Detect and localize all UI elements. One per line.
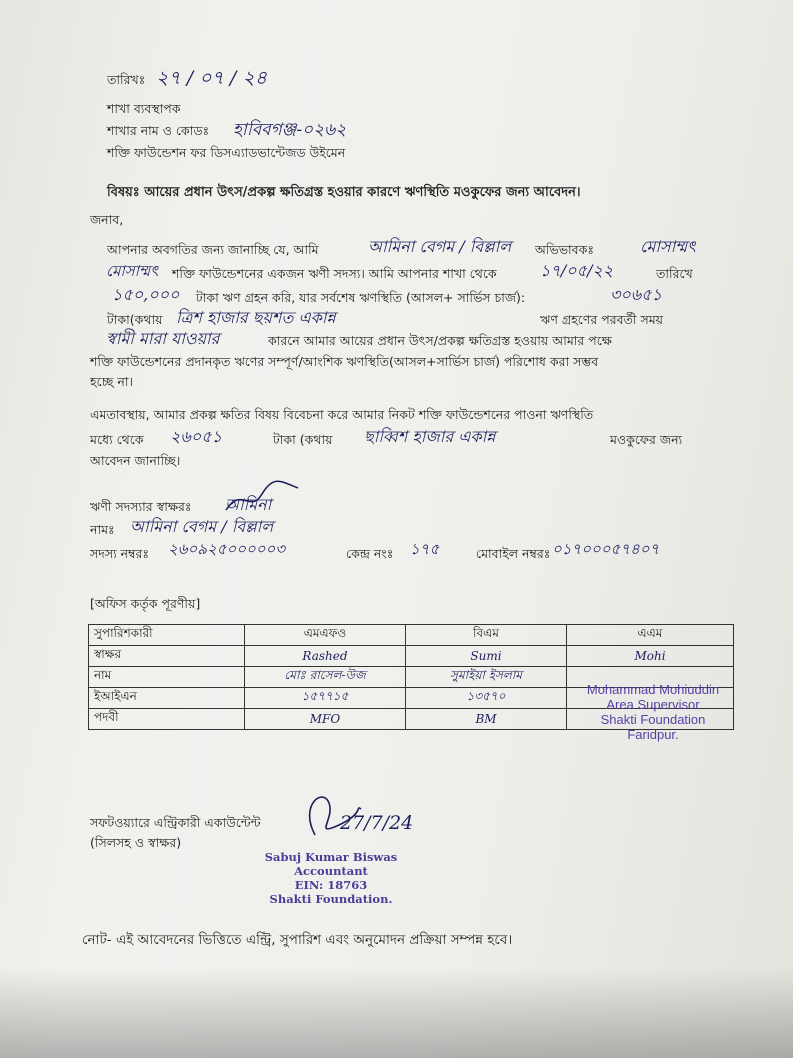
name-value: আমিনা বেগম / বিল্লাল — [130, 517, 274, 536]
guardian-cont: মোসাম্মৎ — [106, 262, 159, 280]
p2-text-b: মধ্যে থেকে — [90, 432, 144, 447]
table-cell: ১৩৫৭০ — [406, 688, 567, 709]
balance-words-handwritten: ত্রিশ হাজার ছয়শত একান্ন — [176, 308, 336, 327]
table-row — [89, 646, 734, 667]
signature-label: ঋণী সদস্যার স্বাক্ষরঃ — [90, 499, 192, 514]
mobile-label: মোবাইল নম্বরঃ — [476, 546, 551, 561]
area-supervisor-stamp — [570, 682, 736, 742]
guardian-handwritten: মোসাম্মৎ — [640, 237, 696, 256]
accountant-stamp — [246, 850, 416, 906]
table-cell: Rashed — [245, 646, 406, 667]
accountant-label: সফটওয়্যারে এন্ট্রিকারী একাউন্টেন্ট — [90, 815, 261, 830]
footer-note: নোট- এই আবেদনের ভিত্তিতে এন্ট্রি, সুপারিশ এবং অনুমোদন প্রক্রিয়া সম্পন্ন হবে। — [82, 932, 513, 948]
org-line: শক্তি ফাউন্ডেশন ফর ডিসএ্যাডভান্টেজড উইমেন — [107, 145, 346, 160]
table-header-cell: সুপারিশকারী — [89, 625, 245, 646]
member-name-handwritten: আমিনা বেগম / বিল্লাল — [368, 237, 512, 256]
stamp-line: Mohammad Mohiuddin — [586, 682, 720, 697]
p1-text-i: শক্তি ফাউন্ডেশনের প্রদানকৃত ঋণের সম্পূর্ণ/আংশিক ঋণস্থিতি(আসল+সার্ভিস চার্জ) পরিশোধ করা সম্ভব — [90, 354, 599, 369]
p1-text-b: অভিভাবকঃ — [535, 242, 595, 257]
table-cell: স্বাক্ষর — [89, 646, 245, 667]
p1-text-e: টাকা ঋণ গ্রহন করি, যার সর্বশেষ ঋণস্থিতি (আসল+ সার্ভিস চার্জ): — [196, 290, 526, 305]
table-cell: পদবী — [89, 709, 245, 730]
waiver-amount-handwritten: ২৬০৫১ — [170, 427, 222, 446]
subject-line: বিষয়ঃ আয়ের প্রধান উৎস/প্রকল্প ক্ষতিগ্রস্ত হওয়ার কারণে ঋণস্থিতি মওকুফের জন্য আবেদন। — [107, 185, 581, 200]
reason-handwritten: স্বামী মারা যাওয়ার — [106, 329, 220, 348]
office-heading: [অফিস কর্তৃক পূরণীয়] — [90, 596, 201, 611]
center-label: কেন্দ্র নংঃ — [346, 546, 394, 561]
accountant-sign-date: 27/7/24 — [340, 812, 414, 834]
table-cell: ইআইএন — [89, 688, 245, 709]
stamp-line: Shakti Foundation — [600, 712, 706, 727]
stamp-line: Sabuj Kumar Biswas — [264, 850, 398, 864]
p1-text-j: হচ্ছে না। — [90, 374, 133, 389]
recipient-title: শাখা ব্যবস্থাপক — [107, 101, 181, 116]
name-label: নামঃ — [90, 522, 115, 537]
table-cell: ১৫৭৭১৫ — [245, 688, 406, 709]
stamp-line: EIN: 18763 — [294, 878, 368, 892]
stamp-line: Accountant — [294, 864, 368, 878]
date-value: ২৭ / ০৭ / ২৪ — [156, 67, 268, 89]
table-cell: সুমাইয়া ইসলাম — [406, 667, 567, 688]
loan-date-handwritten: ১৭/০৫/২২ — [540, 261, 614, 280]
stamp-line: Faridpur. — [627, 727, 679, 742]
p1-text-h: কারনে আমার আয়ের প্রধান উৎস/প্রকল্প ক্ষতিগ্রস্ত হওয়ায় আমার পক্ষে — [268, 333, 612, 348]
member-no-value: ২৬০৯২৫০০০০০৩ — [168, 540, 285, 558]
p2-text-a: এমতাবস্থায়, আমার প্রকল্প ক্ষতির বিষয় বিবেচনা করে আমার নিকট শক্তি ফাউন্ডেশনের পাওনা ঋণস্থিতি — [90, 407, 594, 422]
salutation: জনাব, — [90, 212, 124, 227]
center-value: ১৭৫ — [410, 540, 440, 558]
table-header-row — [89, 625, 734, 646]
table-header-cell: এএম — [567, 625, 734, 646]
p2-text-c: টাকা (কথায় — [273, 432, 333, 447]
table-cell: নাম — [89, 667, 245, 688]
stamp-line: Area Supervisor — [606, 697, 700, 712]
p1-text-g: ঋণ গ্রহণের পরবর্তী সময় — [540, 312, 664, 327]
p2-text-e: আবেদন জানাচ্ছি। — [90, 453, 181, 468]
waiver-words-handwritten: ছাব্বিশ হাজার একান্ন — [364, 427, 496, 446]
stamp-line: Shakti Foundation. — [269, 892, 393, 906]
p1-text-d: তারিখে — [656, 266, 693, 281]
date-label: তারিখঃ — [107, 72, 146, 87]
table-cell: Sumi — [406, 646, 567, 667]
table-cell: MFO — [245, 709, 406, 730]
table-cell: মোঃ রাসেল-উজ — [245, 667, 406, 688]
p1-text-f: টাকা(কথায় — [107, 312, 163, 327]
p2-text-d: মওকুফের জন্য — [610, 432, 683, 447]
table-cell: BM — [406, 709, 567, 730]
member-signature: আমিনা — [225, 495, 272, 514]
mobile-value: ০১৭০০০৫৭৪০৭ — [552, 540, 660, 558]
p1-text-a: আপনার অবগতির জন্য জানাচ্ছি যে, আমি — [107, 242, 319, 257]
table-header-cell: এমএফও — [245, 625, 406, 646]
member-no-label: সদস্য নম্বরঃ — [90, 546, 150, 561]
table-header-cell: বিএম — [406, 625, 567, 646]
p1-text-c: শক্তি ফাউন্ডেশনের একজন ঋণী সদস্য। আমি আপনার শাখা থেকে — [172, 266, 497, 281]
accountant-label-2: (সিলসহ ও স্বাক্ষর) — [90, 835, 182, 850]
balance-handwritten: ৩০৬৫১ — [610, 285, 662, 304]
table-cell: Mohi — [567, 646, 734, 667]
loan-amount-handwritten: ১৫০,০০০ — [112, 285, 180, 304]
photo-shadow — [0, 968, 793, 1058]
branch-value: হাবিবগঞ্জ-০২৬২ — [233, 120, 347, 140]
branch-label: শাখার নাম ও কোডঃ — [107, 123, 210, 138]
